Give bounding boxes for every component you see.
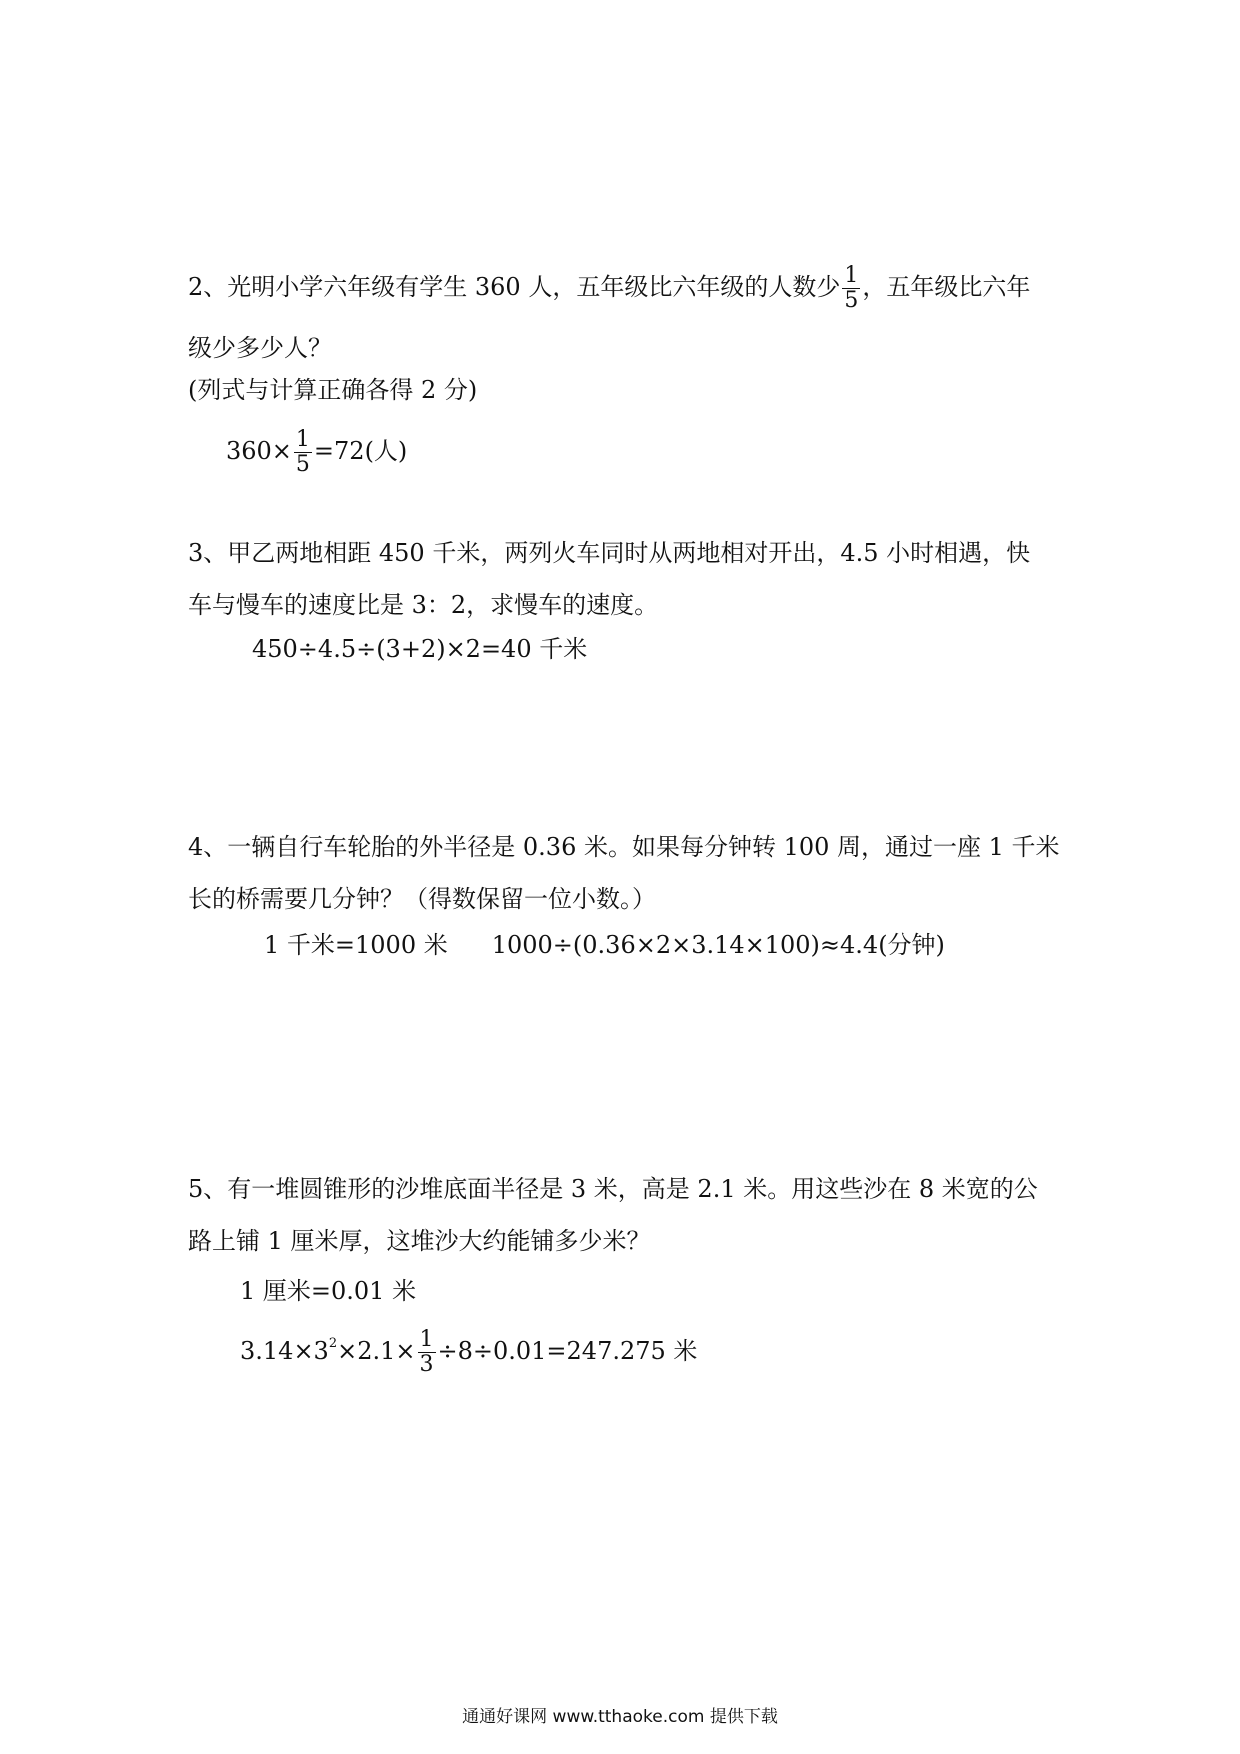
q2-answer-b: =72(人) <box>313 437 408 465</box>
q2-scoring-note: (列式与计算正确各得 2 分) <box>188 376 478 404</box>
q2-answer-a: 360× <box>226 437 292 465</box>
q5-answer1: 1 厘米=0.01 米 <box>240 1277 417 1305</box>
q5-answer2-c: ÷8÷0.01=247.275 米 <box>437 1337 698 1365</box>
page-footer: 通通好课网 www.tthaoke.com 提供下载 <box>462 1707 778 1727</box>
q3-line1: 3、甲乙两地相距 450 千米，两列火车同时从两地相对开出，4.5 小时相遇，快 <box>188 539 1031 567</box>
q2-answer-fraction-numerator: 1 <box>295 427 310 452</box>
q5-answer2-fraction-numerator: 1 <box>419 1327 434 1352</box>
q5-answer2-exponent: 2 <box>328 1336 338 1351</box>
q4-answer-b: 1000÷(0.36×2×3.14×100)≈4.4(分钟) <box>491 931 945 959</box>
q2-answer-fraction-denominator: 5 <box>295 452 310 477</box>
q2-fraction <box>842 264 860 313</box>
q2-answer <box>226 428 407 477</box>
q4-answer-a: 1 千米=1000 米 <box>264 931 448 959</box>
q3-line2: 车与慢车的速度比是 3：2，求慢车的速度。 <box>188 591 659 619</box>
q5-answer2-a: 3.14×3 <box>240 1337 329 1365</box>
q5-answer2-b: ×2.1× <box>337 1337 416 1365</box>
q5-answer2-fraction <box>418 1328 436 1377</box>
q2-text-b: ，五年级比六年 <box>862 273 1031 301</box>
q2-fraction-numerator: 1 <box>844 263 859 288</box>
q4-line2: 长的桥需要几分钟？（得数保留一位小数。） <box>188 885 656 913</box>
q5-line1: 5、有一堆圆锥形的沙堆底面半径是 3 米，高是 2.1 米。用这些沙在 8 米宽的公 <box>188 1175 1038 1203</box>
q2-text-a: 2、光明小学六年级有学生 360 人，五年级比六年级的人数少 <box>188 273 841 301</box>
q2-line2: 级少多少人？ <box>188 334 332 362</box>
q2-fraction-denominator: 5 <box>844 288 859 313</box>
q5-line2: 路上铺 1 厘米厚，这堆沙大约能铺多少米？ <box>188 1227 651 1255</box>
q2-line1 <box>188 264 1030 313</box>
q3-answer: 450÷4.5÷(3+2)×2=40 千米 <box>252 635 588 663</box>
q2-answer-fraction <box>294 428 312 477</box>
q4-answer <box>264 930 945 960</box>
q5-answer2-fraction-denominator: 3 <box>419 1352 434 1377</box>
q4-line1: 4、一辆自行车轮胎的外半径是 0.36 米。如果每分钟转 100 周，通过一座 1 千米 <box>188 833 1060 861</box>
q5-answer2 <box>240 1328 697 1377</box>
